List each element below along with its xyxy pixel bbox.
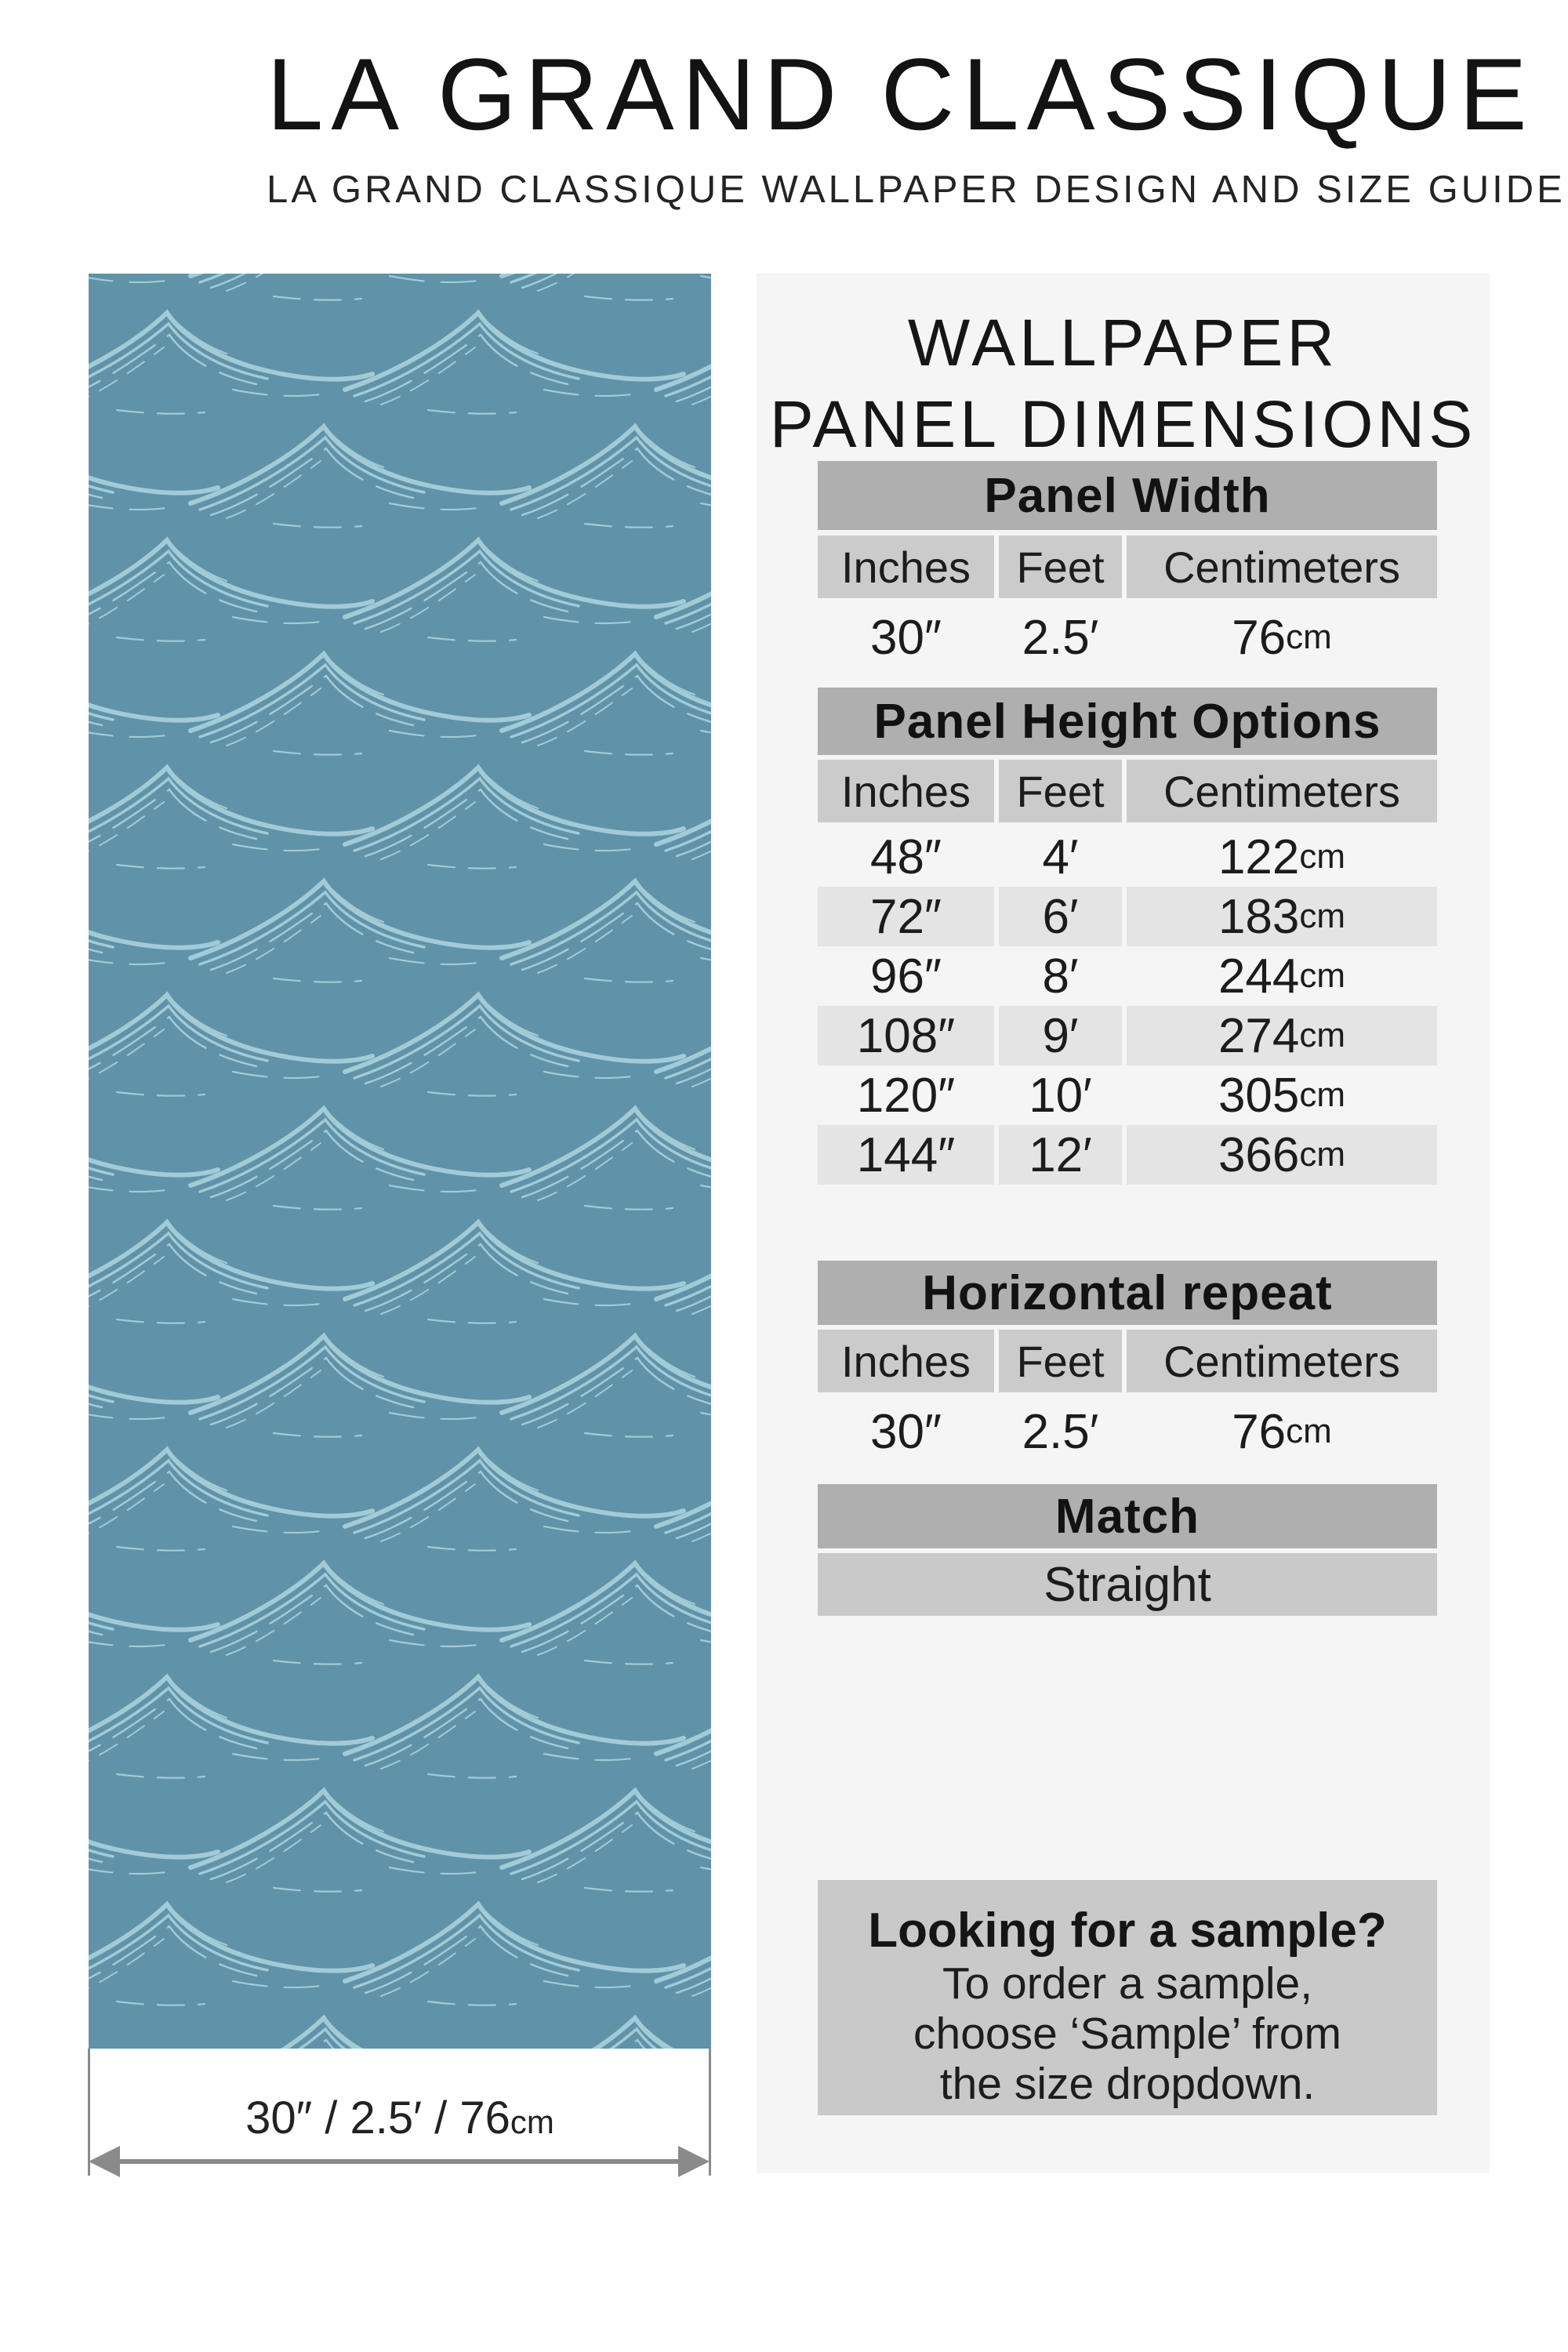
- height-cm-number: 183: [1218, 889, 1300, 944]
- panel-width-measurement-label: [89, 2092, 711, 2144]
- height-cm-number: 122: [1218, 829, 1300, 884]
- width-cm-number: 76: [1232, 610, 1287, 665]
- wallpaper-panel-preview: [89, 274, 711, 2049]
- repeat-feet-value: 2.5′: [1022, 1404, 1099, 1459]
- width-feet-value: 2.5′: [1022, 610, 1099, 665]
- repeat-table-row: [818, 1400, 1437, 1463]
- arrow-left-icon: [89, 2146, 120, 2177]
- height-inches-value: 96″: [870, 949, 942, 1004]
- column-header-feet: Feet: [999, 535, 1122, 598]
- height-inches-value: 120″: [856, 1068, 956, 1123]
- sample-box-text: the size dropdown.: [939, 2059, 1316, 2109]
- sample-box-text: choose ‘Sample’ from: [913, 2009, 1341, 2059]
- height-cm-number: 274: [1218, 1008, 1300, 1063]
- dimensions-panel: [757, 274, 1490, 2173]
- match-value: Straight: [818, 1553, 1437, 1616]
- sample-box-text: To order a sample,: [942, 1958, 1313, 2009]
- sample-info-box: [818, 1880, 1437, 2115]
- table-row: [818, 946, 1437, 1006]
- column-header-centimeters: Centimeters: [1127, 535, 1437, 598]
- height-cm-unit: cm: [1299, 1076, 1346, 1114]
- measurement-value: 30″ / 2.5′ / 76: [245, 2092, 510, 2143]
- height-cm-unit: cm: [1299, 837, 1346, 876]
- column-header-centimeters: Centimeters: [1127, 760, 1437, 822]
- height-table-header: Panel Height Options: [818, 688, 1437, 755]
- height-cm-value: [1127, 1065, 1437, 1125]
- height-cm-number: 305: [1218, 1068, 1300, 1123]
- repeat-table-header: Horizontal repeat: [818, 1261, 1437, 1325]
- arrow-right-icon: [678, 2146, 710, 2177]
- width-table-row: [818, 606, 1437, 669]
- height-cm-value: [1127, 1125, 1437, 1185]
- height-cm-value: [1127, 946, 1437, 1006]
- width-cm-value: [1127, 606, 1437, 669]
- table-row: [818, 1065, 1437, 1125]
- height-cm-unit: cm: [1299, 897, 1346, 935]
- height-cm-value: [1127, 1006, 1437, 1065]
- width-cm-unit: cm: [1286, 618, 1332, 656]
- height-cm-number: 244: [1218, 949, 1300, 1004]
- height-feet-value: 12′: [999, 1125, 1122, 1185]
- repeat-cm-unit: cm: [1286, 1412, 1332, 1450]
- column-header-feet: Feet: [999, 1330, 1122, 1392]
- width-table-columns: [818, 535, 1437, 598]
- height-inches-value: 144″: [818, 1125, 994, 1185]
- table-row: [818, 827, 1437, 887]
- repeat-table-columns: [818, 1330, 1437, 1392]
- height-feet-value: 10′: [1029, 1068, 1092, 1123]
- panel-title-line1: WALLPAPER: [907, 306, 1339, 379]
- width-table-header: Panel Width: [818, 461, 1437, 530]
- height-cm-unit: cm: [1299, 956, 1346, 995]
- column-header-inches: Inches: [818, 760, 994, 822]
- width-inches-value: 30″: [870, 610, 942, 665]
- column-header-inches: Inches: [818, 535, 994, 598]
- match-header: Match: [818, 1484, 1437, 1548]
- double-arrow-line: [118, 2159, 681, 2164]
- wave-pattern-graphic: [89, 274, 711, 2049]
- column-header-centimeters: Centimeters: [1127, 1330, 1437, 1392]
- table-row: [818, 887, 1437, 946]
- panel-title: [757, 302, 1490, 465]
- height-feet-value: 9′: [999, 1006, 1122, 1065]
- panel-title-line2: PANEL DIMENSIONS: [769, 387, 1477, 461]
- table-row: [818, 1125, 1437, 1185]
- brand-subtitle: LA GRAND CLASSIQUE WALLPAPER DESIGN AND SIZE GUIDE: [267, 169, 1566, 211]
- repeat-inches-value: 30″: [870, 1404, 942, 1459]
- height-inches-value: 72″: [818, 887, 994, 946]
- measurement-unit: cm: [510, 2103, 554, 2140]
- height-cm-value: [1127, 827, 1437, 887]
- height-cm-number: 366: [1218, 1127, 1300, 1182]
- height-feet-value: 8′: [1042, 949, 1079, 1004]
- repeat-cm-value: [1127, 1400, 1437, 1463]
- height-feet-value: 6′: [999, 887, 1122, 946]
- height-feet-value: 4′: [1042, 829, 1079, 884]
- height-table-columns: [818, 760, 1437, 822]
- column-header-feet: Feet: [999, 760, 1122, 822]
- height-cm-unit: cm: [1299, 1016, 1346, 1054]
- sample-box-title: Looking for a sample?: [868, 1904, 1387, 1958]
- brand-title: LA GRAND CLASSIQUE: [267, 37, 1535, 151]
- height-cm-value: [1127, 887, 1437, 946]
- height-table-rows: [818, 827, 1437, 1185]
- height-inches-value: 108″: [818, 1006, 994, 1065]
- repeat-cm-number: 76: [1232, 1404, 1287, 1459]
- column-header-inches: Inches: [818, 1330, 994, 1392]
- height-inches-value: 48″: [870, 829, 942, 884]
- height-cm-unit: cm: [1299, 1135, 1346, 1174]
- table-row: [818, 1006, 1437, 1065]
